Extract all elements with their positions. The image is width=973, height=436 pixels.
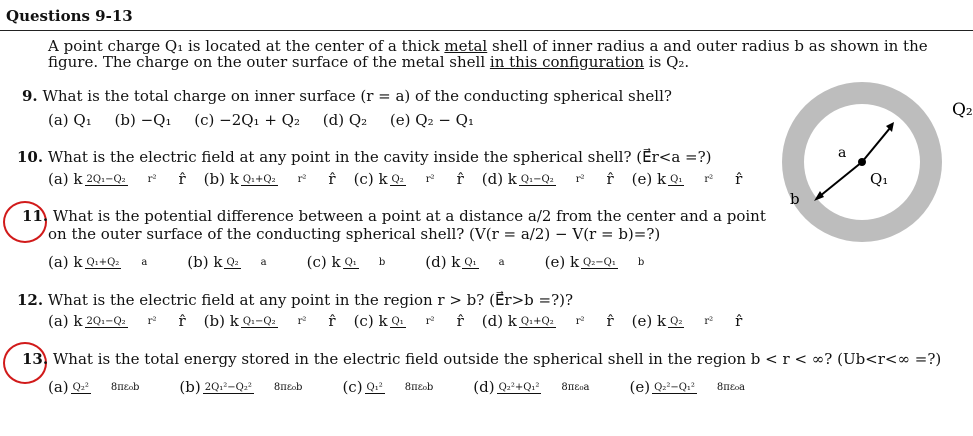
answer-fraction xyxy=(241,175,327,186)
answer-option[interactable] xyxy=(545,253,667,271)
answer-label: (b) k xyxy=(203,312,239,330)
fraction-numerator: Q₁−Q₂ xyxy=(242,315,276,327)
answer-fraction xyxy=(652,383,765,394)
answer-fraction xyxy=(497,383,610,394)
answer-label: (c) xyxy=(342,378,363,396)
answer-option[interactable] xyxy=(473,378,611,396)
fraction-numerator: Q₂²+Q₁² xyxy=(498,381,540,393)
answer-fraction xyxy=(203,383,323,394)
answer-label: (d) k xyxy=(481,170,517,188)
intro-underline-metal: metal xyxy=(444,37,488,55)
label-a: a xyxy=(838,145,847,161)
answer-label: (a) k xyxy=(48,170,83,188)
answer-label: (a) k xyxy=(48,253,83,271)
answer-option[interactable] xyxy=(187,253,288,271)
answer-fraction xyxy=(85,175,177,186)
fraction-denominator: a xyxy=(141,256,148,268)
unit-vector: r̂ xyxy=(735,170,743,188)
fraction-denominator: 8πε₀b xyxy=(404,381,434,393)
fraction-denominator: 8πε₀a xyxy=(716,381,746,393)
question-10 xyxy=(17,148,712,166)
question-text-line1: What is the potential difference between a point at a distance a/2 from the center and a point xyxy=(52,207,766,225)
answer-label: (d) k xyxy=(425,253,461,271)
fraction-numerator: 2Q₁−Q₂ xyxy=(86,315,126,327)
answer-option[interactable] xyxy=(425,253,526,271)
answer-option[interactable]: (a) Q₁ xyxy=(48,111,92,129)
fraction-denominator: 8πε₀b xyxy=(273,381,303,393)
section-heading: Questions 9-13 xyxy=(6,7,133,25)
unit-vector: r̂ xyxy=(178,170,186,188)
answers-13 xyxy=(48,378,785,396)
label-b: b xyxy=(790,190,800,208)
question-12 xyxy=(17,291,573,309)
answer-option[interactable] xyxy=(204,312,336,330)
fraction-numerator: Q₂² xyxy=(72,381,89,393)
question-11 xyxy=(22,207,766,225)
intro-text-3: is Q₂. xyxy=(644,53,690,71)
answer-fraction xyxy=(85,317,177,328)
answer-option[interactable] xyxy=(179,378,324,396)
question-number: 12. xyxy=(17,291,44,309)
answer-fraction xyxy=(71,383,160,394)
label-q2: Q₂ xyxy=(952,100,973,120)
fraction-numerator: Q₁+Q₂ xyxy=(86,256,120,268)
answer-label: (b) k xyxy=(187,253,223,271)
answer-option[interactable] xyxy=(48,312,186,330)
fraction-numerator: Q₁ xyxy=(464,256,477,268)
answer-label: (d) xyxy=(473,378,495,396)
fraction-denominator: r² xyxy=(297,315,307,327)
question-number: 10. xyxy=(17,148,44,166)
answer-option[interactable] xyxy=(48,253,169,271)
unit-vector: r̂ xyxy=(735,312,743,330)
fraction-numerator: Q₁ xyxy=(391,315,404,327)
fraction-denominator: r² xyxy=(147,315,157,327)
answer-option[interactable] xyxy=(482,312,614,330)
answer-option[interactable]: (b) −Q₁ xyxy=(114,111,172,129)
answer-label: (a) k xyxy=(48,312,83,330)
answer-fraction xyxy=(343,258,406,269)
answers-9 xyxy=(48,111,492,129)
answers-10 xyxy=(48,170,760,188)
unit-vector: r̂ xyxy=(606,312,614,330)
fraction-denominator: 8πε₀a xyxy=(561,381,590,393)
unit-vector: r̂ xyxy=(178,312,186,330)
question-text: What is the electric field at any point in the region r > b? (E⃗r>b =?)? xyxy=(47,291,574,309)
question-number: 13. xyxy=(22,350,49,368)
answer-option[interactable] xyxy=(204,170,336,188)
answer-option[interactable] xyxy=(354,312,464,330)
answer-option[interactable] xyxy=(632,170,743,188)
fraction-denominator: r² xyxy=(704,173,714,185)
heading-rule xyxy=(0,30,973,31)
fraction-numerator: Q₁+Q₂ xyxy=(520,315,554,327)
fraction-numerator: 2Q₁²−Q₂² xyxy=(204,381,252,393)
fraction-denominator: r² xyxy=(147,173,157,185)
fraction-denominator: b xyxy=(637,256,645,268)
answers-11 xyxy=(48,253,684,271)
answer-label: (e) k xyxy=(631,312,667,330)
answer-fraction xyxy=(581,258,664,269)
fraction-numerator: Q₁ xyxy=(670,173,683,185)
fraction-denominator: r² xyxy=(704,315,714,327)
fraction-numerator: Q₂−Q₁ xyxy=(583,256,616,268)
question-number: 9. xyxy=(22,87,38,105)
fraction-numerator: Q₂ xyxy=(226,256,239,268)
unit-vector: r̂ xyxy=(456,312,464,330)
unit-vector: r̂ xyxy=(328,170,336,188)
intro-text-1: A point charge Q₁ is located at the center of a thick xyxy=(48,37,445,55)
answer-fraction xyxy=(519,175,605,186)
fraction-numerator: Q₁² xyxy=(366,381,383,393)
answer-option[interactable] xyxy=(307,253,408,271)
question-text: What is the total charge on inner surface (r = a) of the conducting spherical shell? xyxy=(42,87,672,105)
answer-label: (b) xyxy=(179,378,201,396)
fraction-numerator: Q₁−Q₂ xyxy=(520,173,554,185)
answer-fraction xyxy=(519,317,605,328)
unit-vector: r̂ xyxy=(456,170,464,188)
question-11-line2: on the outer surface of the conducting spherical shell? (V(r = a/2) − V(r = b)=?) xyxy=(48,225,661,243)
answer-label: (a) xyxy=(48,378,69,396)
question-13 xyxy=(22,350,941,368)
intro-underline-configuration: in this configuration xyxy=(489,53,645,71)
fraction-denominator: r² xyxy=(575,315,585,327)
fraction-numerator: Q₁ xyxy=(344,256,357,268)
answer-fraction xyxy=(224,258,286,269)
answer-fraction xyxy=(390,175,455,186)
answer-label: (e) k xyxy=(631,170,667,188)
answers-12 xyxy=(48,312,760,330)
fraction-denominator: 8πε₀b xyxy=(110,381,140,393)
answer-fraction xyxy=(390,317,455,328)
fraction-numerator: Q₁+Q₂ xyxy=(242,173,276,185)
answer-fraction xyxy=(365,383,454,394)
fraction-denominator: a xyxy=(260,256,267,268)
fraction-denominator: r² xyxy=(297,173,307,185)
answer-option[interactable] xyxy=(48,170,186,188)
label-q1: Q₁ xyxy=(870,170,889,188)
answer-fraction xyxy=(241,317,327,328)
answer-label: (c) k xyxy=(353,312,388,330)
unit-vector: r̂ xyxy=(606,170,614,188)
question-text: What is the electric field at any point in the cavity inside the spherical shell? (E⃗r<a =?) xyxy=(47,148,712,166)
answer-option[interactable]: (e) Q₂ − Q₁ xyxy=(389,111,474,129)
answer-option[interactable] xyxy=(354,170,464,188)
answer-option[interactable] xyxy=(342,378,455,396)
answer-option[interactable] xyxy=(482,170,614,188)
answer-label: (d) k xyxy=(481,312,517,330)
question-9 xyxy=(22,87,672,105)
question-text: What is the total energy stored in the electric field outside the spherical shell in the region b < r < ∞? (Ub<r<∞ =?) xyxy=(52,350,942,368)
answer-fraction xyxy=(462,258,524,269)
answer-label: (e) xyxy=(629,378,651,396)
fraction-denominator: b xyxy=(378,256,386,268)
answer-label: (c) k xyxy=(353,170,388,188)
shell-figure xyxy=(770,70,973,250)
answer-option[interactable] xyxy=(48,378,161,396)
fraction-denominator: a xyxy=(498,256,505,268)
fraction-denominator: r² xyxy=(425,315,435,327)
fraction-numerator: 2Q₁−Q₂ xyxy=(86,173,126,185)
unit-vector: r̂ xyxy=(328,312,336,330)
answer-option[interactable] xyxy=(632,312,743,330)
problem-intro xyxy=(48,38,968,70)
answer-fraction xyxy=(668,317,733,328)
fraction-numerator: Q₂²−Q₁² xyxy=(654,381,695,393)
answer-label: (c) k xyxy=(306,253,341,271)
question-number: 11. xyxy=(22,207,49,225)
answer-fraction xyxy=(668,175,733,186)
fraction-denominator: r² xyxy=(425,173,435,185)
answer-label: (b) k xyxy=(203,170,239,188)
fraction-numerator: Q₂ xyxy=(670,315,683,327)
answer-option[interactable]: (c) −2Q₁ + Q₂ xyxy=(194,111,300,129)
answer-option[interactable]: (d) Q₂ xyxy=(322,111,368,129)
answer-option[interactable] xyxy=(630,378,768,396)
fraction-numerator: Q₂ xyxy=(391,173,404,185)
answer-label: (e) k xyxy=(544,253,580,271)
answer-fraction xyxy=(85,258,168,269)
intro-text-2: shell of inner radius a and outer radius b as shown in the figure. The charge on the outer surface of the metal shell xyxy=(48,37,928,71)
fraction-denominator: r² xyxy=(575,173,585,185)
